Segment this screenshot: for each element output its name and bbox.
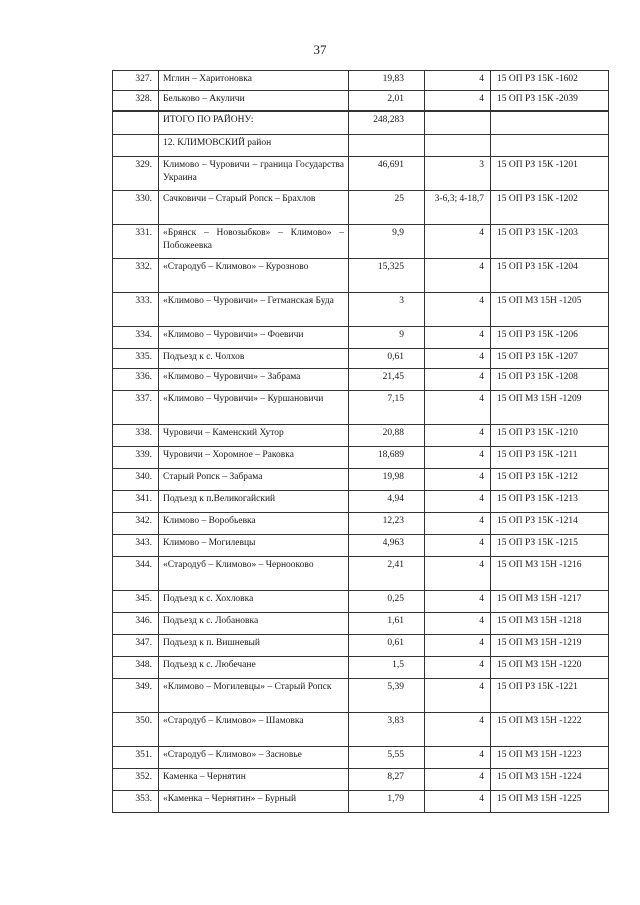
row-number: 351. <box>113 747 159 769</box>
road-length: 1,61 <box>349 613 425 635</box>
road-length: 3,83 <box>349 713 425 747</box>
table-row <box>113 225 609 259</box>
road-id-code: 15 ОП РЗ 15К -1602 <box>491 71 609 91</box>
road-length: 9,9 <box>349 225 425 259</box>
road-id-code: 15 ОП МЗ 15Н -1224 <box>491 769 609 791</box>
road-category: 4 <box>425 293 491 327</box>
roads-table <box>112 70 609 813</box>
road-length: 21,45 <box>349 369 425 391</box>
road-name: ИТОГО ПО РАЙОНУ: <box>159 111 349 135</box>
road-length: 248,283 <box>349 111 425 135</box>
road-id-code: 15 ОП МЗ 15Н -1205 <box>491 293 609 327</box>
table-row <box>113 91 609 111</box>
row-number: 344. <box>113 557 159 591</box>
road-category: 4 <box>425 391 491 425</box>
road-category: 3 <box>425 157 491 191</box>
road-length: 8,27 <box>349 769 425 791</box>
road-id-code: 15 ОП РЗ 15К -1203 <box>491 225 609 259</box>
road-name: Мглин – Харитоновка <box>159 71 349 91</box>
road-name: «Климово – Чуровичи» – Забрама <box>159 369 349 391</box>
road-name: Чуровичи – Хоромное – Раковка <box>159 447 349 469</box>
road-name: Чуровичи – Каменский Хутор <box>159 425 349 447</box>
road-category: 4 <box>425 71 491 91</box>
road-category: 4 <box>425 469 491 491</box>
row-number: 352. <box>113 769 159 791</box>
table-row <box>113 513 609 535</box>
road-name: «Стародуб – Климово» – Шамовка <box>159 713 349 747</box>
road-category: 4 <box>425 225 491 259</box>
table-row <box>113 157 609 191</box>
table-row <box>113 769 609 791</box>
road-name: Бельково – Акуличи <box>159 91 349 111</box>
row-number: 329. <box>113 157 159 191</box>
road-name: Каменка – Чернятин <box>159 769 349 791</box>
row-number: 332. <box>113 259 159 293</box>
road-id-code <box>491 111 609 135</box>
road-id-code: 15 ОП РЗ 15К -1204 <box>491 259 609 293</box>
road-id-code: 15 ОП МЗ 15Н -1222 <box>491 713 609 747</box>
road-id-code: 15 ОП РЗ 15К -1201 <box>491 157 609 191</box>
row-number: 342. <box>113 513 159 535</box>
road-category: 4 <box>425 491 491 513</box>
road-name: Сачковичи – Старый Ропск – Брахлов <box>159 191 349 225</box>
road-id-code: 15 ОП МЗ 15Н -1216 <box>491 557 609 591</box>
road-category <box>425 135 491 157</box>
row-number: 340. <box>113 469 159 491</box>
road-name: Подъезд к с. Лобановка <box>159 613 349 635</box>
table-row <box>113 111 609 135</box>
road-id-code: 15 ОП МЗ 15Н -1225 <box>491 791 609 813</box>
row-number: 327. <box>113 71 159 91</box>
road-name: Климово – Чуровичи – граница Государства Украина <box>159 157 349 191</box>
road-name: «Каменка – Чернятин» – Бурный <box>159 791 349 813</box>
road-length: 0,61 <box>349 349 425 369</box>
table-row <box>113 349 609 369</box>
table-row <box>113 635 609 657</box>
road-id-code: 15 ОП РЗ 15К -1207 <box>491 349 609 369</box>
table-row <box>113 425 609 447</box>
road-length <box>349 135 425 157</box>
road-length: 46,691 <box>349 157 425 191</box>
road-category: 4 <box>425 557 491 591</box>
table-row <box>113 557 609 591</box>
row-number: 341. <box>113 491 159 513</box>
row-number: 328. <box>113 91 159 111</box>
road-category: 4 <box>425 425 491 447</box>
road-id-code: 15 ОП РЗ 15К -1212 <box>491 469 609 491</box>
page-number: 37 <box>313 42 327 57</box>
row-number: 330. <box>113 191 159 225</box>
road-category: 4 <box>425 447 491 469</box>
road-name: Климово – Воробьевка <box>159 513 349 535</box>
road-name: «Климово – Чуровичи» – Фоевичи <box>159 327 349 349</box>
row-number: 338. <box>113 425 159 447</box>
road-category: 4 <box>425 591 491 613</box>
road-name: Старый Ропск – Забрама <box>159 469 349 491</box>
road-category: 4 <box>425 327 491 349</box>
road-id-code: 15 ОП МЗ 15Н -1209 <box>491 391 609 425</box>
table-row <box>113 679 609 713</box>
table-row <box>113 327 609 349</box>
road-category: 4 <box>425 635 491 657</box>
road-length: 4,94 <box>349 491 425 513</box>
road-id-code <box>491 135 609 157</box>
road-category: 4 <box>425 791 491 813</box>
road-name: «Климово – Чуровичи» – Куршановичи <box>159 391 349 425</box>
row-number: 335. <box>113 349 159 369</box>
road-id-code: 15 ОП РЗ 15К -2039 <box>491 91 609 111</box>
row-number: 339. <box>113 447 159 469</box>
road-name: Подъезд к с. Любечане <box>159 657 349 679</box>
road-category: 4 <box>425 91 491 111</box>
row-number: 353. <box>113 791 159 813</box>
table-row <box>113 259 609 293</box>
road-name: Подъезд к с. Чолхов <box>159 349 349 369</box>
row-number: 350. <box>113 713 159 747</box>
table-row <box>113 747 609 769</box>
road-id-code: 15 ОП МЗ 15Н -1219 <box>491 635 609 657</box>
row-number: 337. <box>113 391 159 425</box>
row-number: 336. <box>113 369 159 391</box>
road-length: 5,39 <box>349 679 425 713</box>
road-name: «Стародуб – Климово» – Засновье <box>159 747 349 769</box>
road-id-code: 15 ОП РЗ 15К -1206 <box>491 327 609 349</box>
table-row <box>113 135 609 157</box>
row-number: 334. <box>113 327 159 349</box>
road-length: 25 <box>349 191 425 225</box>
road-id-code: 15 ОП МЗ 15Н -1220 <box>491 657 609 679</box>
table-row <box>113 191 609 225</box>
table-row <box>113 469 609 491</box>
table-row <box>113 657 609 679</box>
road-name: Подъезд к п.Великогайский <box>159 491 349 513</box>
table-row <box>113 791 609 813</box>
row-number: 345. <box>113 591 159 613</box>
table-row <box>113 447 609 469</box>
road-id-code: 15 ОП РЗ 15К -1208 <box>491 369 609 391</box>
road-category: 4 <box>425 769 491 791</box>
road-id-code: 15 ОП РЗ 15К -1215 <box>491 535 609 557</box>
road-length: 19,98 <box>349 469 425 491</box>
road-name: «Климово – Чуровичи» – Гетманская Буда <box>159 293 349 327</box>
road-category: 4 <box>425 713 491 747</box>
road-category <box>425 111 491 135</box>
road-length: 1,79 <box>349 791 425 813</box>
road-category: 4 <box>425 259 491 293</box>
road-category: 4 <box>425 747 491 769</box>
table-row <box>113 391 609 425</box>
row-number: 333. <box>113 293 159 327</box>
table-row <box>113 535 609 557</box>
road-length: 12,23 <box>349 513 425 535</box>
road-id-code: 15 ОП МЗ 15Н -1218 <box>491 613 609 635</box>
road-length: 9 <box>349 327 425 349</box>
road-category: 3-6,3; 4-18,7 <box>425 191 491 225</box>
road-id-code: 15 ОП РЗ 15К -1210 <box>491 425 609 447</box>
road-length: 15,325 <box>349 259 425 293</box>
road-name: Подъезд к п. Вишневый <box>159 635 349 657</box>
table-row <box>113 613 609 635</box>
road-length: 0,61 <box>349 635 425 657</box>
road-name: «Стародуб – Климово» – Курозново <box>159 259 349 293</box>
road-category: 4 <box>425 369 491 391</box>
table-row <box>113 71 609 91</box>
road-id-code: 15 ОП РЗ 15К -1211 <box>491 447 609 469</box>
row-number: 347. <box>113 635 159 657</box>
road-name: 12. КЛИМОВСКИЙ район <box>159 135 349 157</box>
road-length: 1,5 <box>349 657 425 679</box>
road-length: 2,41 <box>349 557 425 591</box>
row-number: 331. <box>113 225 159 259</box>
road-category: 4 <box>425 349 491 369</box>
road-length: 19,83 <box>349 71 425 91</box>
road-id-code: 15 ОП РЗ 15К -1202 <box>491 191 609 225</box>
road-id-code: 15 ОП МЗ 15Н -1223 <box>491 747 609 769</box>
road-id-code: 15 ОП РЗ 15К -1213 <box>491 491 609 513</box>
road-length: 5,55 <box>349 747 425 769</box>
row-number <box>113 135 159 157</box>
road-category: 4 <box>425 535 491 557</box>
road-name: Подъезд к с. Хохловка <box>159 591 349 613</box>
road-id-code: 15 ОП РЗ 15К -1221 <box>491 679 609 713</box>
row-number: 349. <box>113 679 159 713</box>
road-length: 7,15 <box>349 391 425 425</box>
road-name: «Климово – Могилевцы» – Старый Ропск <box>159 679 349 713</box>
road-length: 2,01 <box>349 91 425 111</box>
road-category: 4 <box>425 513 491 535</box>
road-id-code: 15 ОП РЗ 15К -1214 <box>491 513 609 535</box>
road-category: 4 <box>425 657 491 679</box>
table-row <box>113 713 609 747</box>
table-row <box>113 369 609 391</box>
road-length: 3 <box>349 293 425 327</box>
road-id-code: 15 ОП МЗ 15Н -1217 <box>491 591 609 613</box>
road-length: 18,689 <box>349 447 425 469</box>
road-category: 4 <box>425 613 491 635</box>
row-number <box>113 111 159 135</box>
road-length: 4,963 <box>349 535 425 557</box>
road-name: «Брянск – Новозыбков» – Климово» – Побожеевка <box>159 225 349 259</box>
row-number: 348. <box>113 657 159 679</box>
row-number: 343. <box>113 535 159 557</box>
table-row <box>113 491 609 513</box>
row-number: 346. <box>113 613 159 635</box>
road-length: 0,25 <box>349 591 425 613</box>
table-row <box>113 293 609 327</box>
road-length: 20,88 <box>349 425 425 447</box>
road-category: 4 <box>425 679 491 713</box>
road-name: Климово – Могилевцы <box>159 535 349 557</box>
road-name: «Стародуб – Климово» – Чернооково <box>159 557 349 591</box>
table-row <box>113 591 609 613</box>
